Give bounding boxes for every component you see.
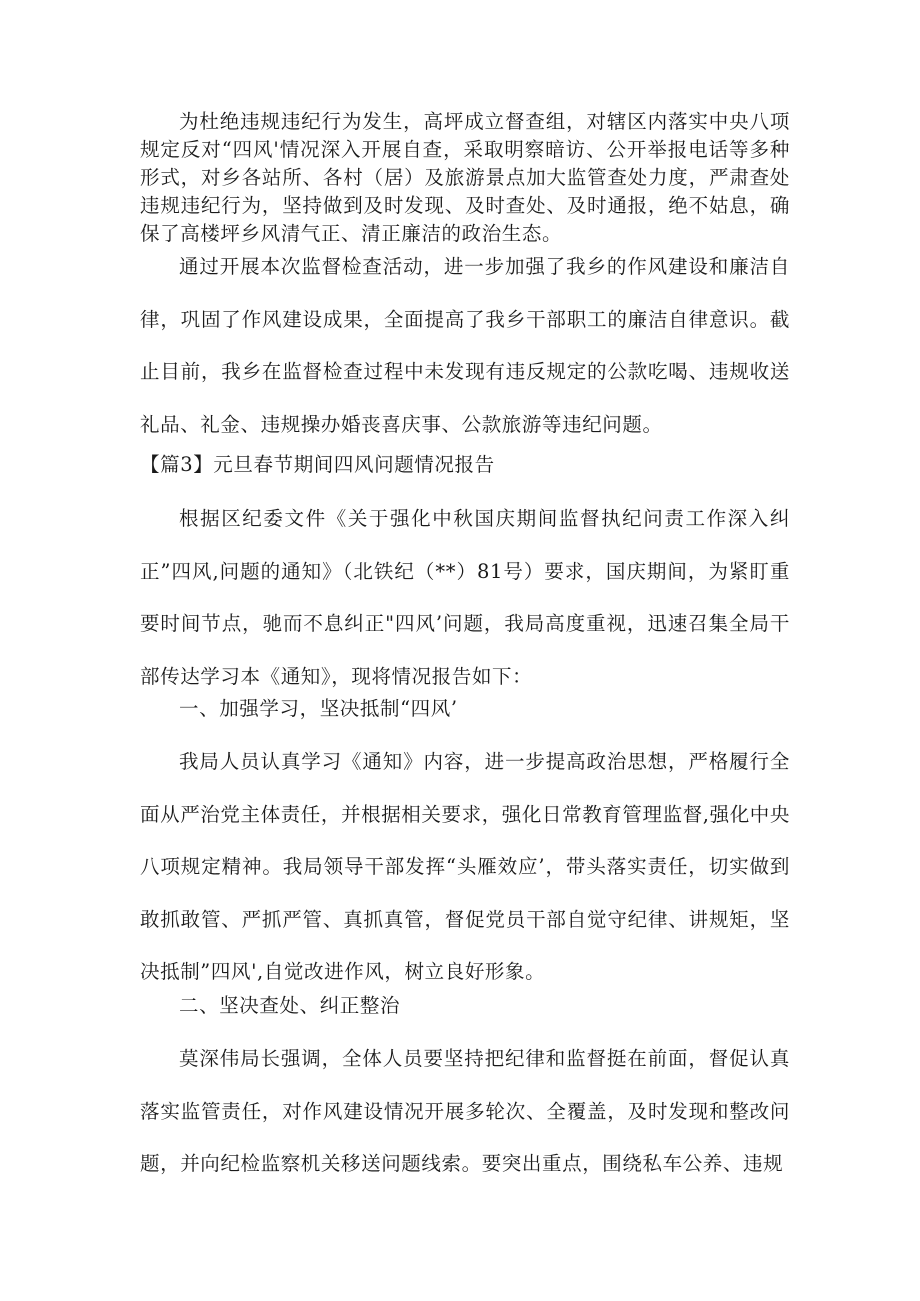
subheading-strengthen-study: 一、加强学习，坚决抵制“四风’	[179, 697, 458, 720]
section-heading-chapter-3: 【篇3】元旦春节期间四风问题情况报告	[140, 453, 495, 476]
paragraph-study-content: 我局人员认真学习《通知》内容，进一步提高政治思想，严格履行全面从严治党主体责任，并根据相关要求，强化日常教育管理监督,强化中央八项规定精神。我局领导干部发挥“头雁效应’，带头落实责任，切实做到敢抓敢管、严抓严管、真抓真管，督促党员干部自觉守纪律、讲规矩，坚决抵制”四风',自觉改进作风，树立良好形象。	[140, 750, 790, 983]
paragraph-inspection-result: 通过开展本次监督检查活动，进一步加强了我乡的作风建设和廉洁自律，巩固了作风建设成果，全面提高了我乡干部职工的廉洁自律意识。截止目前，我乡在监督检查过程中未发现有违反规定的公款吃喝、违规收送礼品、礼金、违规操办婚丧喜庆事、公款旅游等违纪问题。	[140, 255, 790, 436]
paragraph-supervision-group: 为杜绝违规违纪行为发生，高坪成立督查组，对辖区内落实中央八项规定反对“四风'情况深入开展自查，采取明察暗访、公开举报电话等多种形式，对乡各站所、各村（居）及旅游景点加大监管查处力度，严肃查处违规违纪行为，坚持做到及时发现、及时查处、及时通报，绝不姑息，确保了高楼坪乡风清气正、清正廉洁的政治生态。	[140, 110, 790, 245]
paragraph-notice-basis: 根据区纪委文件《关于强化中秋国庆期间监督执纪问责工作深入纠正”四风,问题的通知》（北铁纪（**）81号）要求，国庆期间，为紧盯重要时间节点，驰而不息纠正"四风’问题，我局高度重视，迅速召集全局干部传达学习本《通知》，现将情况报告如下：	[140, 507, 790, 688]
paragraph-director-emphasis: 莫深伟局长强调，全体人员要坚持把纪律和监督挺在前面，督促认真落实监管责任，对作风建设情况开展多轮次、全覆盖，及时发现和整改问题，并向纪检监察机关移送问题线索。要突出重点，围绕私车公养、违规	[140, 1047, 790, 1175]
subheading-investigate-rectify: 二、坚决查处、纠正整治	[179, 994, 401, 1017]
